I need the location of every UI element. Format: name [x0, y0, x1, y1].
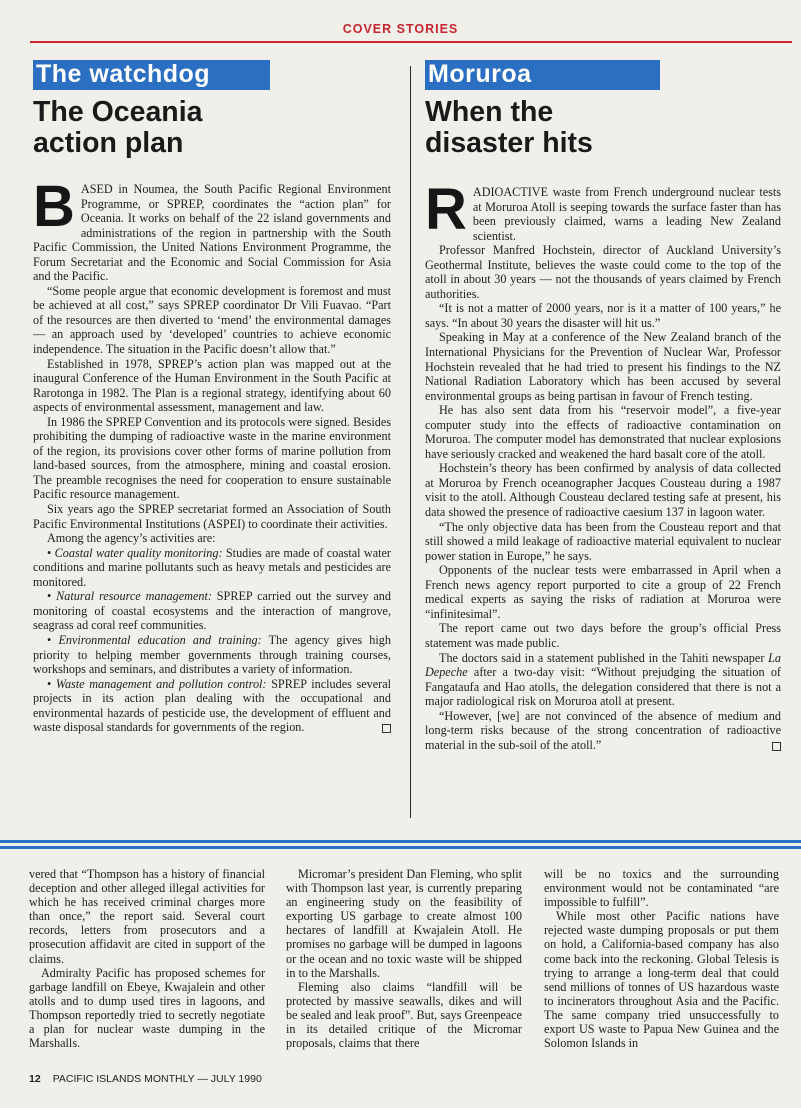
bullet-1-head: Coastal water quality monitoring: [54, 545, 223, 560]
bottom-c1-paragraph-1: vered that “Thompson has a history of financial deception and other alleged illegal activities for which he has received criminal charges more than once,” the report said. Several court records, letters from prosecutors and a prosecution affidavit are cited in support of the claims. [29, 867, 265, 966]
header-rule [30, 41, 792, 43]
right-headline [425, 97, 783, 159]
end-mark-icon [772, 742, 781, 751]
left-kicker: The watchdog [33, 60, 270, 90]
page-number: 12 [29, 1073, 41, 1085]
right-body [425, 177, 781, 752]
right-paragraph-10: The doctors said in a statement published in the Tahiti newspaper La Depeche after a two-day visit: “Without prejudging the situation of Fangataufa and Hao atolls, the delegation considered that there is not a major radiological risk on Moruroa atoll at present. [425, 650, 781, 709]
bottom-c1-paragraph-2: Admiralty Pacific has proposed schemes for garbage landfill on Ebeye, Kwajalein and other atolls and to dump used tires in lagoons, and Thompson reportedly tried to secretly negotiate a plan for nuclear waste dumping in the Marshalls. [29, 965, 265, 1051]
left-paragraph-1: BASED in Noumea, the South Pacific Regional Environment Programme, or SPREP, coordinates the “action plan” for Oceania. It works on behalf of the 22 island governments and administrations of the region in partnership with the South Pacific Commission, the United Nations Environment Programme, the Forum Secretariat and the Economic and Social Commission for Asia and the Pacific. [33, 174, 391, 284]
right-paragraph-9: The report came out two days before the group’s official Press statement was made public. [425, 621, 781, 650]
right-paragraph-2: Professor Manfred Hochstein, director of Auckland University’s Geothermal Institute, believes the waste could come to the top of the atoll in about 30 years — not the thousands of years claimed by French authorities. [425, 243, 781, 301]
right-dropcap: R [425, 177, 467, 242]
left-paragraph-2: “Some people argue that economic development is foremost and must be achieved at all cost,” says SPREP coordinator Dr Vili Fuavao. “Part of the resources are then diverted to ‘mend’ the environmental damages — an approach used by ‘developed’ countries to achieve economic independence. The situation in the Pacific doesn’t allow that.” [33, 283, 391, 357]
right-article [425, 60, 783, 752]
page-footer [29, 1073, 262, 1085]
right-paragraph-4: Speaking in May at a conference of the New Zealand branch of the International Physicians for the Prevention of Nuclear War, Professor Hochstein revealed that he had tried to present his findings to the NZ National Radiation Laboratory which has been accused by several environmental groups as being partisan in favour of French testing. [425, 330, 781, 403]
bottom-column-2 [286, 867, 522, 1050]
left-paragraph-6: Among the agency’s activities are: [47, 531, 216, 546]
end-mark-icon [382, 724, 391, 733]
left-headline-line2: action plan [33, 127, 184, 159]
left-headline-line1: The Oceania [33, 96, 203, 128]
bottom-c3-paragraph-2: While most other Pacific nations have rejected waste dumping proposals or put them on hold, a California-based company has also come back into the reckoning. Global Telesis is trying to arrange a long-term deal that could send millions of tonnes of US hazardous waste to incinerators throughout Asia and the Pacific. The same company tried unsuccessfully to export US waste to Papua New Guinea and the Solomon Islands in [544, 909, 779, 1051]
left-paragraph-3: Established in 1978, SPREP’s action plan was mapped out at the inaugural Conference of the Human Environment in the South Pacific at Rarotonga in 1982. The Plan is a regional strategy, identifying about 60 aspects of environmental assessment, management and law. [33, 356, 391, 415]
publication-line: PACIFIC ISLANDS MONTHLY — JULY 1990 [52, 1073, 262, 1085]
left-paragraph-4: In 1986 the SPREP Convention and its protocols were signed. Besides prohibiting the dumping of radioactive waste in the marine environment of the region, its provisions cover other forms of marine pollution from land-based sources, from the atmosphere, mining and coastal erosion. The preamble recognises the need for cooperation to ensure sustainable Pacific resource management. [33, 414, 391, 502]
right-paragraph-3: “It is not a matter of 2000 years, nor is it a matter of 100 years,” he says. “In about 30 years the disaster will hit us.” [425, 301, 781, 330]
left-bullet-1: • Coastal water quality monitoring: Studies are made of coastal water conditions and marine pollutants such as heavy metals and pesticides are monitored. [33, 545, 391, 589]
bottom-column-1 [29, 867, 265, 1050]
bottom-c2-paragraph-2: Fleming also claims “landfill will be protected by massive seawalls, dikes and will be sealed and leak proof”. But, says Greenpeace in its detailed critique of the Micromar proposals, claims that there [286, 979, 522, 1051]
bullet-4-head: Waste management and pollution control: [55, 676, 267, 691]
right-paragraph-11: “However, [we] are not convinced of the absence of medium and long-term risks because of the strong concentration of radioactive material in the sub-soil of the atoll.” [425, 708, 781, 752]
section-header: COVER STORIES [342, 22, 459, 36]
bottom-c2-paragraph-1: Micromar’s president Dan Fleming, who split with Thompson last year, is currently preparing an engineering study on the feasibility of exporting US garbage to create almost 100 hectares of landfill at Kwajalein Atoll. He promises no garbage will be dumped in lagoons or the ocean and no toxic waste will be shipped in to the Marshalls. [286, 867, 522, 980]
left-headline [33, 97, 395, 159]
separator-band-bottom [0, 846, 801, 849]
right-kicker: Moruroa [425, 60, 660, 90]
left-bullet-3: • Environmental education and training: The agency gives high priority to helping member governments through training courses, workshops and seminars, and distributes a variety of information. [33, 632, 391, 677]
right-paragraph-7: “The only objective data has been from the Cousteau report and that still showed a mild leakage of radioactive material equivalent to nuclear power station in Europe,” he says. [425, 519, 781, 563]
left-article [33, 60, 395, 735]
left-paragraph-5: Six years ago the SPREP secretariat formed an Association of South Pacific Environmental Institutions (ASPEI) to coordinate their activities. [33, 502, 391, 531]
column-divider [410, 66, 411, 818]
right-paragraph-1: RADIOACTIVE waste from French underground nuclear tests at Moruroa Atoll is seeping towards the surface faster than has been previously claimed, warns a leading New Zealand scientist. [425, 177, 781, 243]
right-paragraph-8: Opponents of the nuclear tests were embarrassed in April when a French news agency report purported to cite a group of 22 French medical experts as saying the risks of radiation at Moruroa were “infinitesimal”. [425, 563, 781, 621]
right-headline-line1: When the [425, 96, 554, 128]
bottom-c3-paragraph-1: will be no toxics and the surrounding environment would not be contaminated “are impossible to fulfill”. [544, 867, 779, 910]
separator-band-top [0, 840, 801, 843]
left-bullet-4: • Waste management and pollution control: SPREP includes several projects in its action plan dealing with the occupational and environmental hazards of pesticide use, the development of effluent and waste disposal standards for governments of the region. [33, 676, 391, 735]
right-paragraph-5: He has also sent data from his “reservoir model”, a five-year computer study into the effects of radioactive contamination on Moruroa. The computer model has demonstrated that nuclear explosions have seriously cracked and weakened the hard basalt core of the atoll. [425, 403, 781, 461]
left-body [33, 174, 391, 735]
bullet-2-head: Natural resource management: [56, 589, 212, 604]
bullet-3-head: Environmental education and training: [58, 632, 262, 647]
newspaper-name: La Depeche [425, 650, 781, 680]
left-dropcap: B [33, 174, 75, 239]
right-paragraph-6: Hochstein’s theory has been confirmed by analysis of data collected at Moruroa by French oceanographer Jacques Cousteau during a 1987 visit to the atoll. Although Cousteau declared testing safe at present, his data showed the presence of radioactive caesium 137 in lagoon water. [425, 461, 781, 520]
right-headline-line2: disaster hits [425, 127, 593, 159]
bottom-column-3 [544, 867, 779, 1050]
left-bullet-2: • Natural resource management: SPREP carried out the survey and monitoring of coastal ecosystems and the interaction of mangrove, seagrass ad coral reef communities. [33, 589, 391, 633]
